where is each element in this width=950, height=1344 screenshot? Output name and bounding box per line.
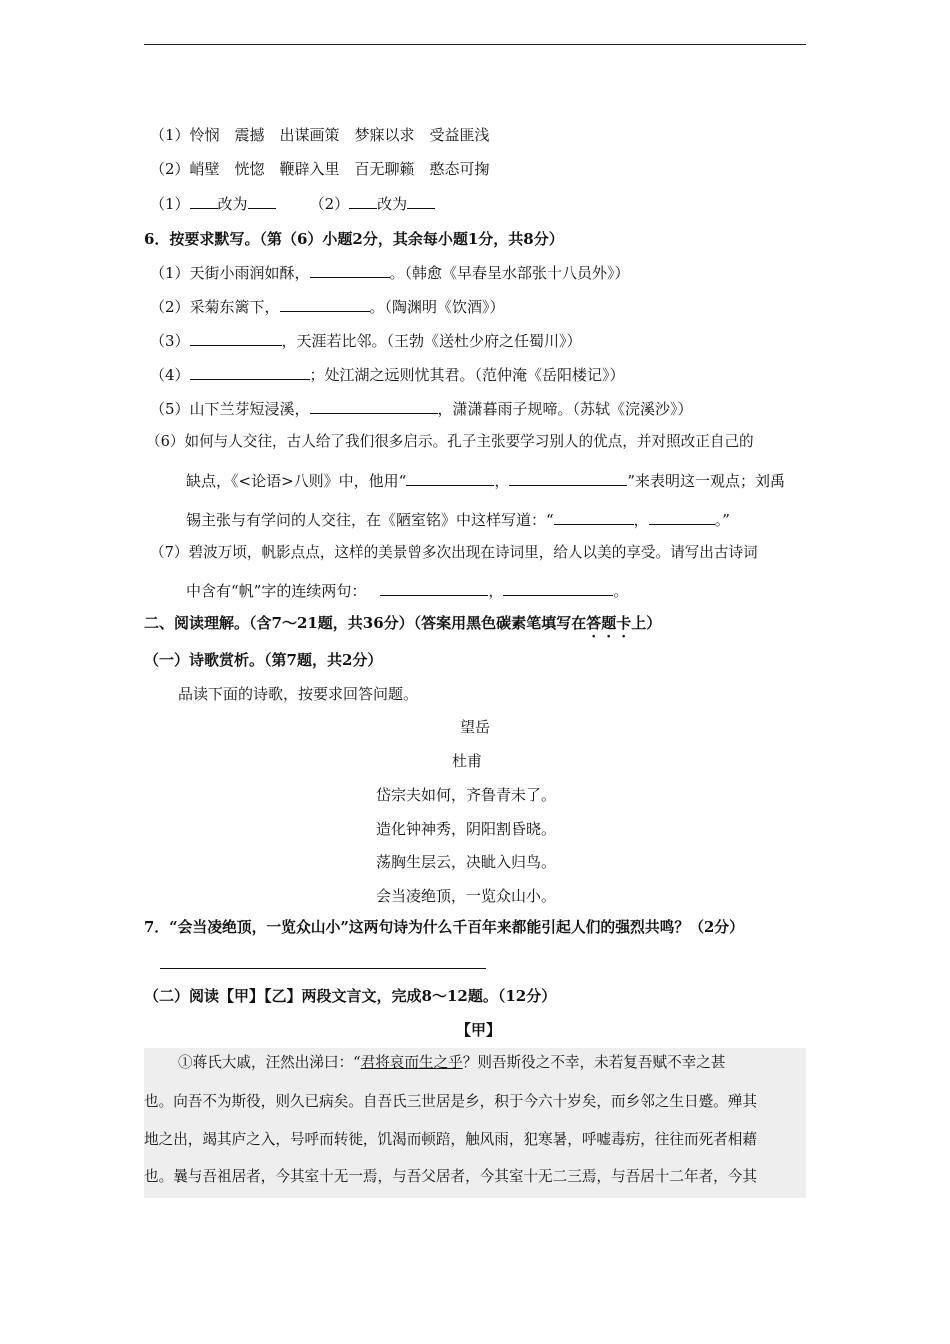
poem-line-4: 会当凌绝顶，一览众山小。 (376, 887, 557, 905)
q6-item-6-line-3 (186, 509, 730, 530)
fix-b-num: （2） (309, 195, 350, 213)
q6-item-2 (150, 296, 505, 317)
q6-item-6-l2-a: 缺点，《<论语>八则》中，他用“ (186, 472, 407, 490)
q5-line-2: （2）峭壁 恍惚 鞭辟入里 百无聊籁 憨态可掬 (150, 160, 490, 178)
q6-item-6-blank-1[interactable] (406, 470, 494, 486)
q6-item-7-line-2 (186, 580, 628, 601)
fix-a-num: （1） (150, 195, 190, 213)
emphasis-char-2: 卡 (616, 614, 632, 632)
q5-fix-line (150, 193, 435, 214)
q6-item-5 (150, 398, 693, 419)
poem-line-3: 荡胸生层云，决眦入归鸟。 (376, 853, 557, 871)
q6-item-3 (150, 330, 582, 351)
section-2-heading (144, 613, 661, 633)
passage-line-1 (178, 1053, 725, 1073)
passage-line-1-a: ①蒋氏大戚，汪然出涕曰：“ (178, 1054, 361, 1071)
q7-question: 7．“会当凌绝顶，一览众山小”这两句诗为什么千百年来都能引起人们的强烈共鸣？（2分） (144, 919, 744, 936)
q6-item-6-l3-sep: ， (633, 511, 649, 529)
q6-heading: 6．按要求默写。（第（6）小题2分，其余每小题1分，共8分） (144, 230, 564, 248)
q7-answer-line[interactable] (160, 968, 486, 969)
q6-item-4 (150, 364, 625, 385)
section-2-heading-main: 二、阅读理解。（含7～21题，共36分）（答案用黑色碳素笔填写在 (144, 614, 587, 632)
q6-item-3-blank[interactable] (190, 330, 282, 346)
fix-b-wrong-blank[interactable] (349, 193, 377, 209)
emphasis-char-1: 题 (601, 614, 617, 632)
q6-item-5-blank[interactable] (310, 398, 438, 414)
q6-item-5-pre: （5）山下兰芽短浸溪， (150, 400, 310, 418)
part-1-heading: （一）诗歌赏析。（第7题，共2分） (144, 651, 383, 669)
q6-item-1-post: 。（韩愈《早春呈水部张十八员外》） (389, 264, 630, 282)
q6-item-3-pre: （3） (150, 332, 190, 350)
fix-b-right-blank[interactable] (407, 193, 435, 209)
passage-underlined-sentence: 君将哀而生之乎 (360, 1054, 463, 1071)
q6-item-6-l2-b: ”来表明这一观点；刘禹 (627, 472, 785, 490)
q6-item-7-line-1: （7）碧波万顷，帆影点点，这样的美景曾多次出现在诗词里，给人以美的享受。请写出古诗词 (150, 544, 758, 561)
q6-item-6-l2-sep: ， (494, 472, 510, 490)
emphasis-char-0: 答 (586, 614, 602, 632)
q6-item-6-blank-2[interactable] (509, 470, 627, 486)
q6-item-4-pre: （4） (150, 366, 190, 384)
passage-line-1-b: ？则吾斯役之不幸，未若复吾赋不幸之甚 (462, 1054, 726, 1071)
q6-item-7-blank-1[interactable] (380, 580, 488, 596)
poem-line-2: 造化钟神秀，阴阳割昏晓。 (376, 820, 557, 838)
q6-item-1 (150, 262, 630, 283)
fix-a-wrong-blank[interactable] (190, 193, 218, 209)
q6-item-7-l2-sep: ， (488, 582, 504, 600)
part-2-heading: （二）阅读【甲】【乙】两段文言文，完成8～12题。（12分） (144, 987, 557, 1005)
poem-author: 杜甫 (452, 752, 483, 770)
q5-line-1: （1）怜悯 震撼 出谋画策 梦寐以求 受益匪浅 (150, 126, 490, 144)
q6-item-6-blank-3[interactable] (554, 509, 634, 525)
q6-item-1-blank[interactable] (310, 262, 390, 278)
q6-item-6-line-1: （6）如何与人交往，古人给了我们很多启示。孔子主张要学习别人的优点，并对照改正自己的 (146, 433, 754, 450)
q6-item-6-line-2 (186, 470, 785, 491)
poem-line-1: 岱宗夫如何，齐鲁青未了。 (376, 786, 557, 804)
jia-label: 【甲】 (456, 1021, 502, 1039)
q6-item-4-blank[interactable] (190, 364, 310, 380)
q6-item-7-l2-b: 。 (613, 582, 629, 600)
section-2-heading-end: 上） (631, 614, 662, 632)
q6-item-2-post: 。（陶渊明《饮酒》） (369, 298, 505, 316)
q6-item-6-blank-4[interactable] (649, 509, 715, 525)
q6-item-2-pre: （2）采菊东篱下， (150, 298, 280, 316)
q6-item-7-l2-a: 中含有“帆”字的连续两句： (186, 582, 367, 600)
fix-b-gai: 改为 (377, 195, 408, 213)
part-1-intro: 品读下面的诗歌，按要求回答问题。 (178, 685, 419, 703)
q6-item-4-post: ；处江湖之远则忧其君。（范仲淹《岳阳楼记》） (309, 366, 625, 384)
fix-a-right-blank[interactable] (248, 193, 276, 209)
passage-line-4: 也。曩与吾祖居者，今其室十无一焉，与吾父居者，今其室十无二三焉，与吾居十二年者，今其 (144, 1168, 757, 1185)
fix-a-gai: 改为 (217, 195, 248, 213)
header-rule (144, 44, 806, 45)
q6-item-2-blank[interactable] (280, 296, 370, 312)
q6-item-1-pre: （1）天街小雨润如酥， (150, 264, 310, 282)
q6-item-6-l3-a: 锡主张与有学问的人交往，在《陋室铭》中这样写道：“ (186, 511, 554, 529)
q6-item-6-l3-b: 。” (714, 511, 730, 529)
section-2-heading-dotted (586, 614, 631, 632)
poem-title: 望岳 (460, 718, 491, 736)
q6-item-3-post: ，天涯若比邻。（王勃《送杜少府之任蜀川》） (281, 332, 582, 350)
passage-line-2: 也。向吾不为斯役，则久已病矣。自吾氏三世居是乡，积于今六十岁矣，而乡邻之生日蹙。殚其 (144, 1093, 757, 1110)
passage-line-3: 地之出，竭其庐之入，号呼而转徙，饥渴而顿踣，触风雨，犯寒暑，呼嘘毒疠，往往而死者相藉 (144, 1131, 757, 1148)
q6-item-7-blank-2[interactable] (503, 580, 613, 596)
q6-item-5-post: ，潇潇暮雨子规啼。（苏轼《浣溪沙》） (437, 400, 693, 418)
